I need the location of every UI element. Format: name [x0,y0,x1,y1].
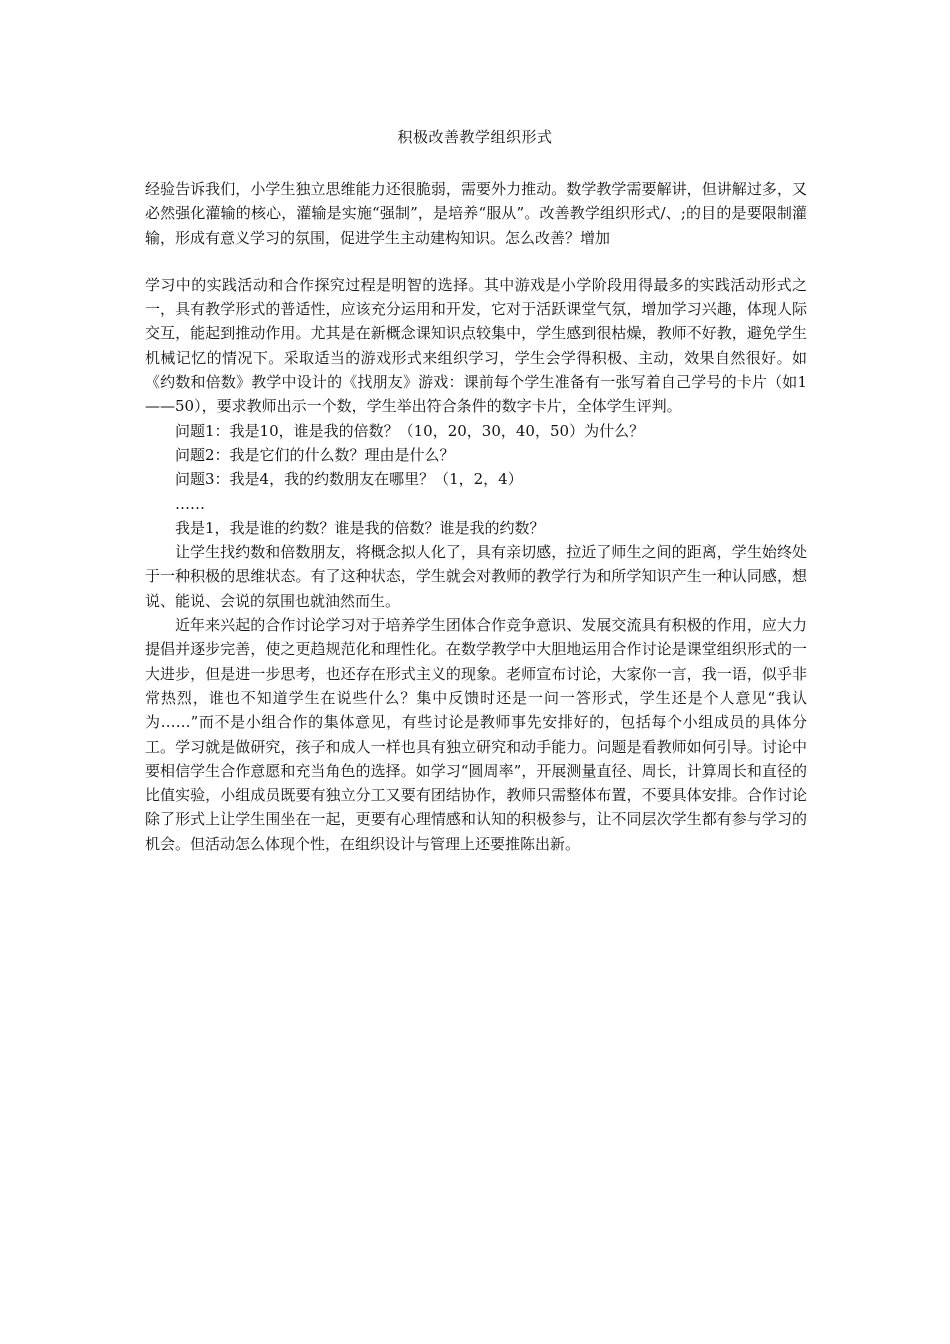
question-3: 问题3：我是4，我的约数朋友在哪里？（1，2，4） [175,470,523,489]
paragraph-intro: 经验告诉我们，小学生独立思维能力还很脆弱，需要外力推动。数学教学需要解讲，但讲解过多，又必然强化灌输的核心，灌输是实施“强制”，是培养“服从”。改善教学组织形式/、;的目的是要限制灌输，形成有意义学习的氛围，促进学生主动建构知识。怎么改善？增加 [145,180,807,247]
paragraph-cooperation: 近年来兴起的合作讨论学习对于培养学生团体合作竞争意识、发展交流具有积极的作用，应大力提倡并逐步完善，使之更趋规范化和理性化。在数学教学中大胆地运用合作讨论是课堂组织形式的一大进步，但是进一步思考，也还存在形式主义的现象。老师宣布讨论，大家你一言，我一语，似乎非常热烈，谁也不知道学生在说些什么？集中反馈时还是一问一答形式，学生还是个人意见“我认为……”而不是小组合作的集体意见，有些讨论是教师事先安排好的，包括每个小组成员的具体分工。学习就是做研究，孩子和成人一样也具有独立研究和动手能力。问题是看教师如何引导。讨论中要相信学生合作意愿和充当角色的选择。如学习“圆周率”，开展测量直径、周长，计算周长和直径的比值实验，小组成员既要有独立分工又要有团结协作，教师只需整体布置，不要具体安排。合作讨论除了形式上让学生围坐在一起，更要有心理情感和认知的积极参与，让不同层次学生都有参与学习的机会。但活动怎么体现个性，在组织设计与管理上还要推陈出新。 [145,616,807,853]
document-body [145,177,807,856]
question-2: 问题2：我是它们的什么数？理由是什么？ [175,445,455,464]
paragraph-friends: 让学生找约数和倍数朋友，将概念拟人化了，具有亲切感，拉近了师生之间的距离，学生始终处于一种积极的思维状态。有了这种状态，学生就会对教师的教学行为和所学知识产生一种认同感，想说、能说、会说的氛围也就油然而生。 [145,543,807,610]
paragraph-gap [145,250,807,273]
ellipsis-line: …… [175,494,205,513]
question-extra: 我是1，我是谁的约数？谁是我的倍数？谁是我的约数？ [175,518,545,537]
paragraph-games: 学习中的实践活动和合作探究过程是明智的选择。其中游戏是小学阶段用得最多的实践活动形式之一，具有教学形式的普适性，应该充分运用和开发，它对于活跃课堂气氛，增加学习兴趣，体现人际交互，能起到推动作用。尤其是在新概念课知识点较集中，学生感到很枯燥，教师不好教，避免学生机械记忆的情况下。采取适当的游戏形式来组织学习，学生会学得积极、主动，效果自然很好。如《约数和倍数》教学中设计的《找朋友》游戏：课前每个学生准备有一张写着自己学号的卡片（如1——50），要求教师出示一个数，学生举出符合条件的数字卡片，全体学生评判。 [145,275,807,416]
document-title: 积极改善教学组织形式 [397,128,553,146]
question-1: 问题1：我是10，谁是我的倍数？（10，20，30，40，50）为什么？ [175,421,645,440]
